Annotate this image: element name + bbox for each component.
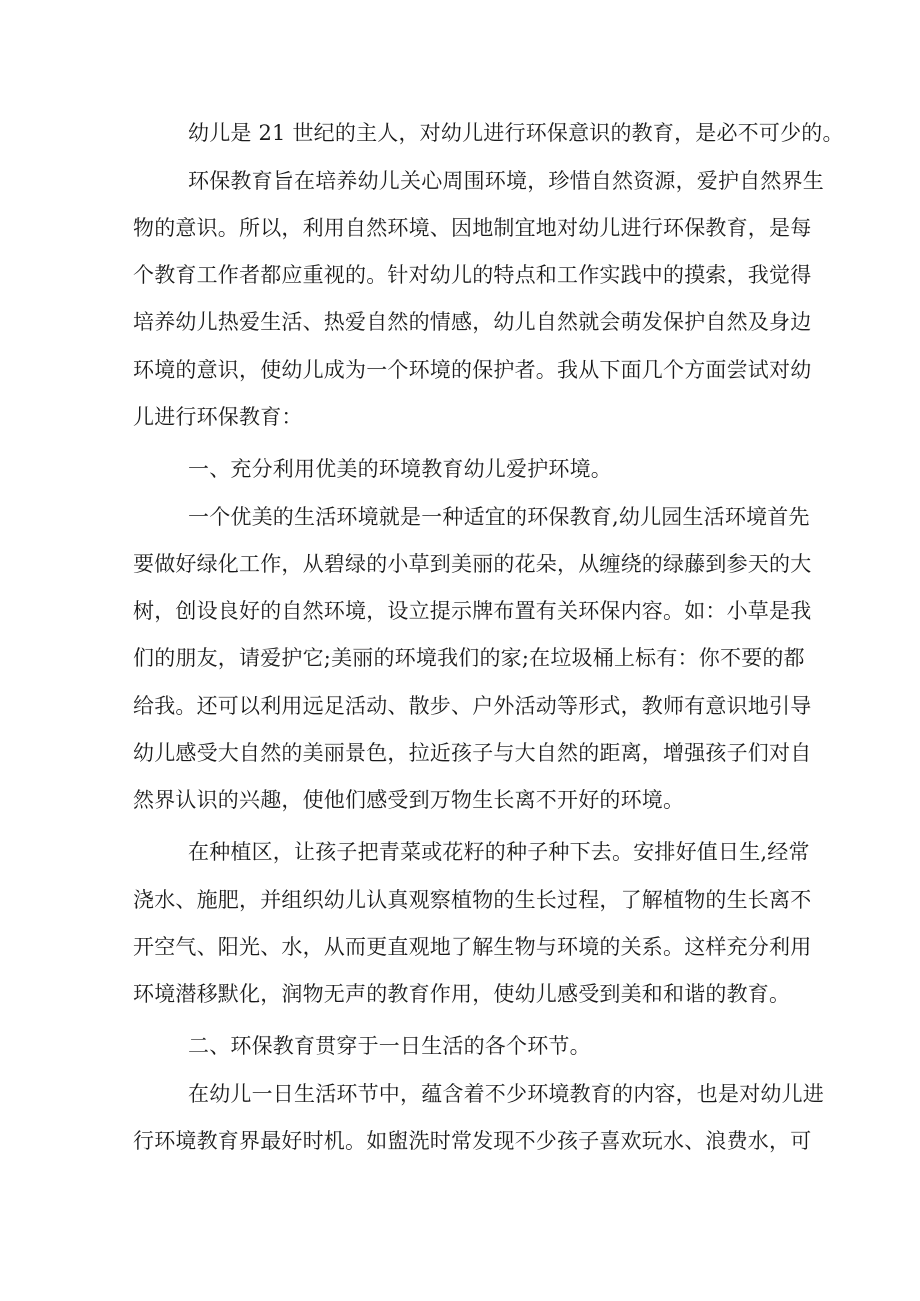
text-line: 一个优美的生活环境就是一种适宜的环保教育,幼儿园生活环境首先 [188, 505, 810, 529]
text-line: 幼儿是 21 世纪的主人，对幼儿进行环保意识的教育，是必不可少的。 [188, 121, 844, 145]
text-line: 个教育工作者都应重视的。针对幼儿的特点和工作实践中的摸索，我觉得 [133, 263, 812, 287]
text-line: 开空气、阳光、水，从而更直观地了解生物与环境的关系。这样充分利用 [133, 935, 812, 959]
text-line: 环保教育旨在培养幼儿关心周围环境，珍惜自然资源，爱护自然界生 [188, 169, 824, 193]
text-line: 儿进行环保教育： [133, 405, 303, 429]
text-line: 要做好绿化工作，从碧绿的小草到美丽的花朵，从缠绕的绿藤到参天的大 [133, 552, 812, 576]
text-line: 们的朋友，请爱护它;美丽的环境我们的家;在垃圾桶上标有：你不要的都 [133, 646, 805, 670]
section-heading: 一、充分利用优美的环境教育幼儿爱护环境。 [188, 457, 612, 481]
text-line: 树，创设良好的自然环境，设立提示牌布置有关环保内容。如：小草是我 [133, 599, 812, 623]
text-line: 浇水、施肥，并组织幼儿认真观察植物的生长过程，了解植物的生长离不 [133, 888, 812, 912]
text-line: 环境潜移默化，润物无声的教育作用，使幼儿感受到美和和谐的教育。 [133, 982, 791, 1006]
text-line: 在种植区，让孩子把青菜或花籽的种子种下去。安排好值日生,经常 [188, 840, 810, 864]
section-heading: 二、环保教育贯穿于一日生活的各个环节。 [188, 1034, 591, 1058]
text-line: 给我。还可以利用远足活动、散步、户外活动等形式，教师有意识地引导 [133, 694, 812, 718]
text-line: 在幼儿一日生活环节中，蕴含着不少环境教育的内容，也是对幼儿进 [188, 1082, 824, 1106]
text-line: 行环境教育界最好时机。如盥洗时常发现不少孩子喜欢玩水、浪费水，可 [133, 1129, 812, 1153]
text-line: 然界认识的兴趣，使他们感受到万物生长离不开好的环境。 [133, 788, 685, 812]
text-line: 物的意识。所以，利用自然环境、因地制宜地对幼儿进行环保教育，是每 [133, 216, 812, 240]
text-line: 环境的意识，使幼儿成为一个环境的保护者。我从下面几个方面尝试对幼 [133, 358, 812, 382]
text-line: 幼儿感受大自然的美丽景色，拉近孩子与大自然的距离，增强孩子们对自 [133, 741, 812, 765]
text-line: 培养幼儿热爱生活、热爱自然的情感，幼儿自然就会萌发保护自然及身边 [133, 310, 812, 334]
